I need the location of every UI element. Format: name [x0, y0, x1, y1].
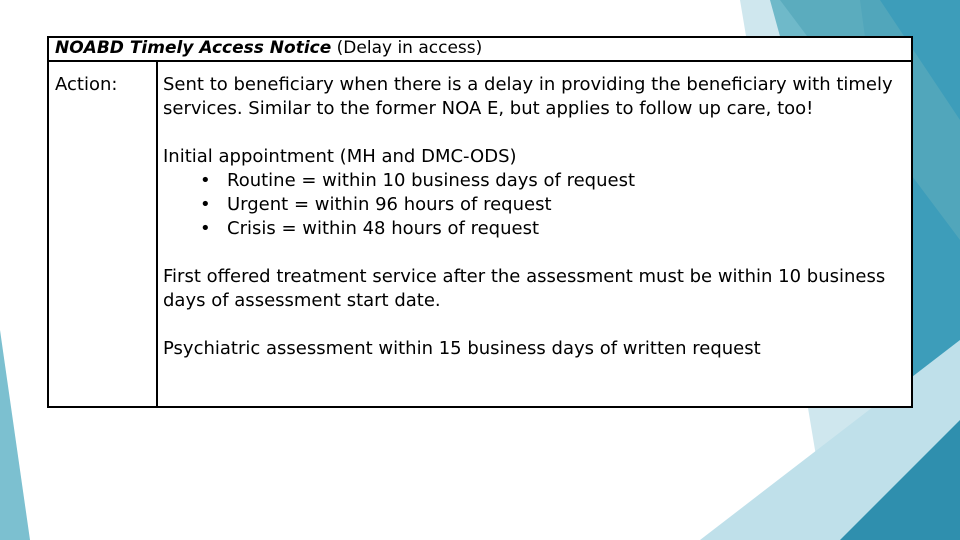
initial-appointment-heading: Initial appointment (MH and DMC-ODS)	[163, 146, 517, 167]
list-item: • Urgent = within 96 hours of request	[200, 194, 552, 215]
list-item: • Crisis = within 48 hours of request	[200, 218, 540, 239]
notice-subtitle: (Delay in access)	[336, 38, 483, 58]
action-label: Action:	[55, 74, 118, 95]
notice-title: NOABD Timely Access Notice	[55, 38, 332, 58]
bullet-icon: •	[200, 194, 211, 215]
notice-header	[49, 38, 911, 62]
notice-table	[47, 36, 913, 408]
action-content	[163, 73, 903, 361]
decor-shape-left	[0, 330, 30, 540]
timeframe-list	[163, 169, 903, 241]
description-text: Sent to beneficiary when there is a delay in providing the beneficiary with timely services. Similar to the former NOA E, but applies to follow up care, too!	[163, 74, 893, 119]
list-item: • Routine = within 10 business days of request	[200, 170, 636, 191]
psychiatric-text: Psychiatric assessment within 15 business days of written request	[163, 338, 761, 359]
first-offered-text: First offered treatment service after the assessment must be within 10 business days of assessment start date.	[163, 266, 886, 311]
bullet-icon: •	[200, 170, 211, 191]
column-divider	[156, 62, 158, 406]
bullet-icon: •	[200, 218, 211, 239]
